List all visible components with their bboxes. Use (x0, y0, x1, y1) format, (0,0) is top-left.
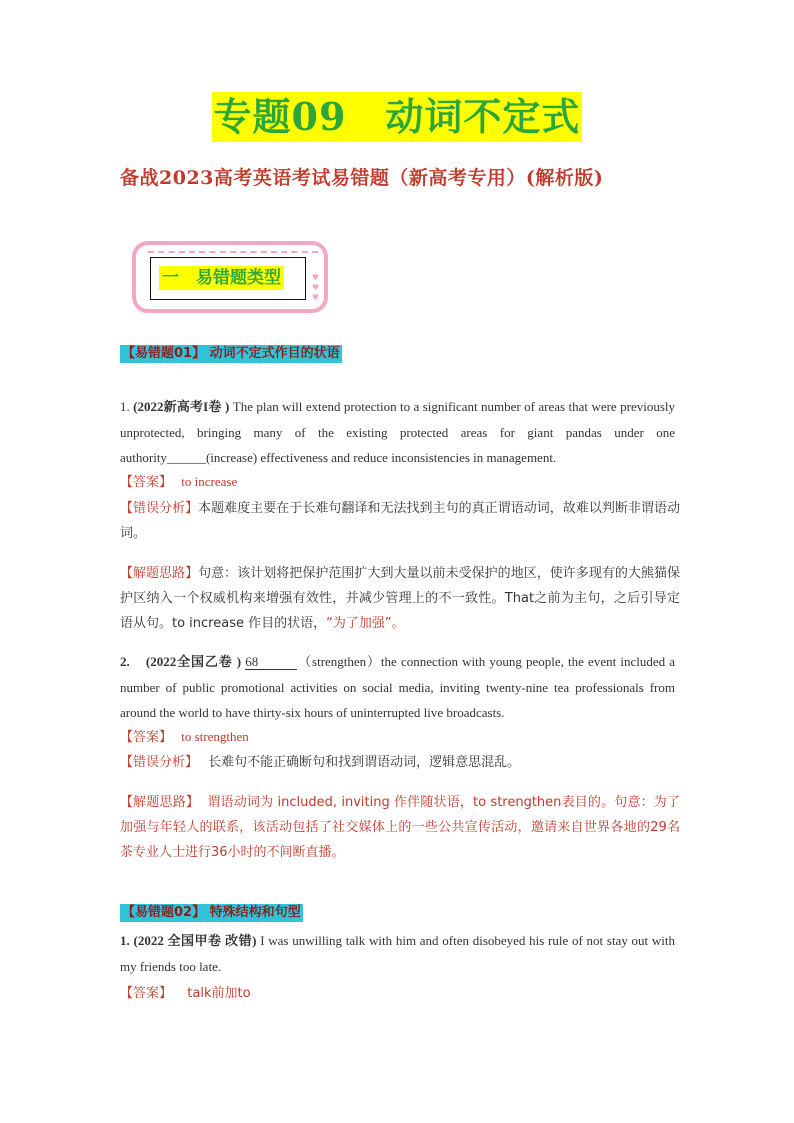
page-title: 专题09 动词不定式 (0, 92, 794, 142)
error-analysis-1-2: 【错误分析】 长难句不能正确断句和找到谓语动词，逻辑意思混乱。 (120, 755, 521, 770)
section-header-2: 【易错题02】 特殊结构和句型 (122, 905, 301, 920)
question-1-2: 2. (2022全国乙卷 ) 68 （strengthen）the connection with young people, the event included a number of public promotional activities on social media, inviting twenty-nine tea professionals from around the world to have thirty-six hours of uninterrupted live broadcasts. (120, 654, 676, 720)
question-1-1: 1. (2022新高考I卷 ) The plan will extend protection to a significant number of areas that were previously unprotected, bringing many of the existing protected areas for giant pandas under one authority______(increase) effectiveness and reduce inconsistencies in management. (120, 399, 675, 465)
question-2-1: 1. (2022 全国甲卷 改错) I was unwilling talk with him and often disobeyed his rule of not stay out with my friends too late. (120, 933, 676, 974)
section-header-1: 【易错题01】 动词不定式作目的状语 (122, 346, 340, 361)
answer-1-1: 【答案】 to increase (120, 474, 238, 490)
answer-2-1: 【答案】 talk前加to (120, 986, 251, 1001)
section-type-label: 一 易错题类型 (159, 266, 284, 290)
error-analysis-1-1: 【错误分析】本题难度主要在于长难句翻译和无法找到主句的真正谓语动词，故难以判断非谓语动词。 (120, 501, 680, 541)
frame-dashed-line (148, 251, 318, 253)
solution-idea-1-2: 【解题思路】 谓语动词为 included, inviting 作伴随状语，to strengthen表目的。句意：为了加强与年轻人的联系，该活动包括了社交媒体上的一些公共宣传活动，邀请来自世界各地的29名茶专业人士进行36小时的不间断直播。 (120, 795, 680, 860)
answer-1-2: 【答案】 to strengthen (120, 729, 249, 745)
section-type-box (150, 257, 306, 300)
page-subtitle: 备战2023高考英语考试易错题（新高考专用）(解析版) (120, 167, 604, 189)
solution-idea-1-1: 【解题思路】句意：该计划将把保护范围扩大到大量以前未受保护的地区，使许多现有的大熊猫保护区纳入一个权威机构来增强有效性，并减少管理上的不一致性。That之前为主句，之后引导定语从句。to increase 作目的状语，“为了加强”。 (120, 566, 680, 631)
heart-icon: ♥ ♥ ♥ (311, 273, 319, 302)
